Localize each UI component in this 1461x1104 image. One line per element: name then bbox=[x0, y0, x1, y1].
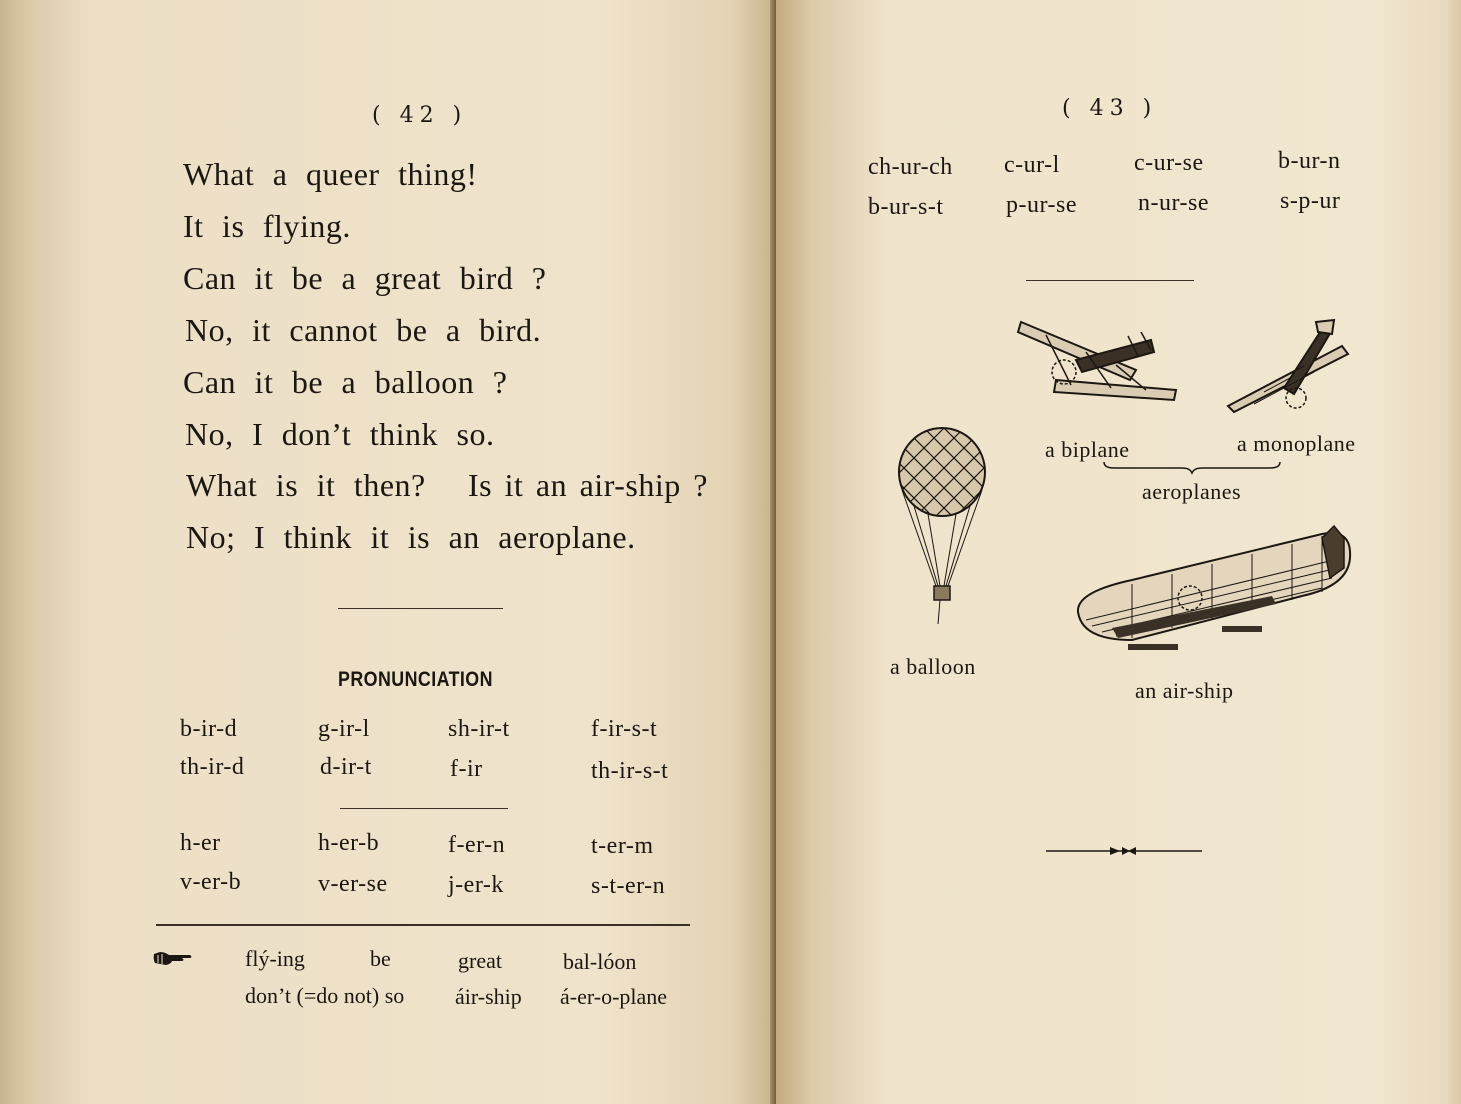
ur-word: c-ur-l bbox=[1004, 152, 1060, 178]
ur-word: c-ur-se bbox=[1134, 150, 1204, 176]
ur-word: s-p-ur bbox=[1280, 188, 1341, 214]
ir-word: d-ir-t bbox=[320, 754, 372, 780]
verse-line-4: No, it cannot be a bird. bbox=[185, 312, 542, 348]
er-word: f-er-n bbox=[448, 832, 506, 858]
page-number-left: ( 42 ) bbox=[372, 103, 468, 128]
aeroplanes-brace-icon bbox=[1102, 460, 1282, 474]
balloon-illustration bbox=[894, 428, 994, 628]
verse-line-2: It is flying. bbox=[183, 208, 351, 244]
verse-line-5: Can it be a balloon ? bbox=[183, 364, 508, 400]
notes-rule bbox=[156, 924, 690, 926]
caption-biplane: a biplane bbox=[1045, 437, 1130, 462]
verse-line-7b: Is it an air-ship ? bbox=[468, 467, 708, 503]
ir-word: f-ir bbox=[450, 756, 483, 782]
verse-line-3: Can it be a great bird ? bbox=[183, 260, 547, 296]
caption-airship: an air-ship bbox=[1135, 678, 1234, 703]
ir-word: b-ir-d bbox=[180, 716, 238, 742]
er-word: s-t-er-n bbox=[591, 873, 666, 899]
section-divider-2 bbox=[340, 808, 508, 809]
biplane-illustration bbox=[1016, 310, 1186, 410]
ir-word: th-ir-d bbox=[180, 754, 245, 780]
er-word: h-er bbox=[180, 830, 221, 856]
ir-word: f-ir-s-t bbox=[591, 716, 658, 742]
ur-word: b-ur-s-t bbox=[868, 194, 944, 220]
airship-illustration bbox=[1072, 528, 1362, 658]
note-word: great bbox=[458, 948, 502, 973]
caption-balloon: a balloon bbox=[890, 654, 976, 679]
page-number-right: ( 43 ) bbox=[1062, 96, 1158, 121]
monoplane-illustration bbox=[1224, 318, 1364, 418]
verse-line-6: No, I don’t think so. bbox=[185, 416, 495, 452]
note-word: flý-ing bbox=[245, 946, 305, 971]
note-word: áir-ship bbox=[455, 984, 522, 1009]
verse-line-7a: What is it then? bbox=[186, 467, 426, 503]
caption-monoplane: a monoplane bbox=[1237, 431, 1356, 456]
ur-word: p-ur-se bbox=[1006, 192, 1077, 218]
section-divider-1 bbox=[338, 608, 503, 609]
ir-word: sh-ir-t bbox=[448, 716, 510, 742]
note-word: be bbox=[370, 946, 391, 971]
er-word: h-er-b bbox=[318, 830, 380, 856]
note-word: don’t (=do not) so bbox=[245, 983, 405, 1008]
end-ornament-icon bbox=[1044, 845, 1204, 857]
ir-word: g-ir-l bbox=[318, 716, 370, 742]
er-word: v-er-se bbox=[318, 871, 388, 897]
note-word: bal-lóon bbox=[563, 949, 637, 974]
verse-line-1: What a queer thing! bbox=[183, 156, 478, 192]
pronunciation-heading: PRONUNCIATION bbox=[338, 668, 493, 691]
note-word: á-er-o-plane bbox=[560, 984, 668, 1009]
er-word: j-er-k bbox=[448, 872, 504, 898]
ur-word: n-ur-se bbox=[1138, 190, 1209, 216]
ir-word: th-ir-s-t bbox=[591, 758, 669, 784]
section-divider-3 bbox=[1026, 280, 1194, 281]
ur-word: ch-ur-ch bbox=[868, 154, 953, 180]
right-page bbox=[776, 0, 1461, 1104]
caption-aeroplanes: aeroplanes bbox=[1142, 479, 1242, 504]
er-word: v-er-b bbox=[180, 869, 242, 895]
er-word: t-er-m bbox=[591, 833, 654, 859]
ur-word: b-ur-n bbox=[1278, 148, 1341, 174]
verse-line-8: No; I think it is an aeroplane. bbox=[186, 519, 636, 555]
pointing-hand-icon bbox=[152, 948, 194, 968]
